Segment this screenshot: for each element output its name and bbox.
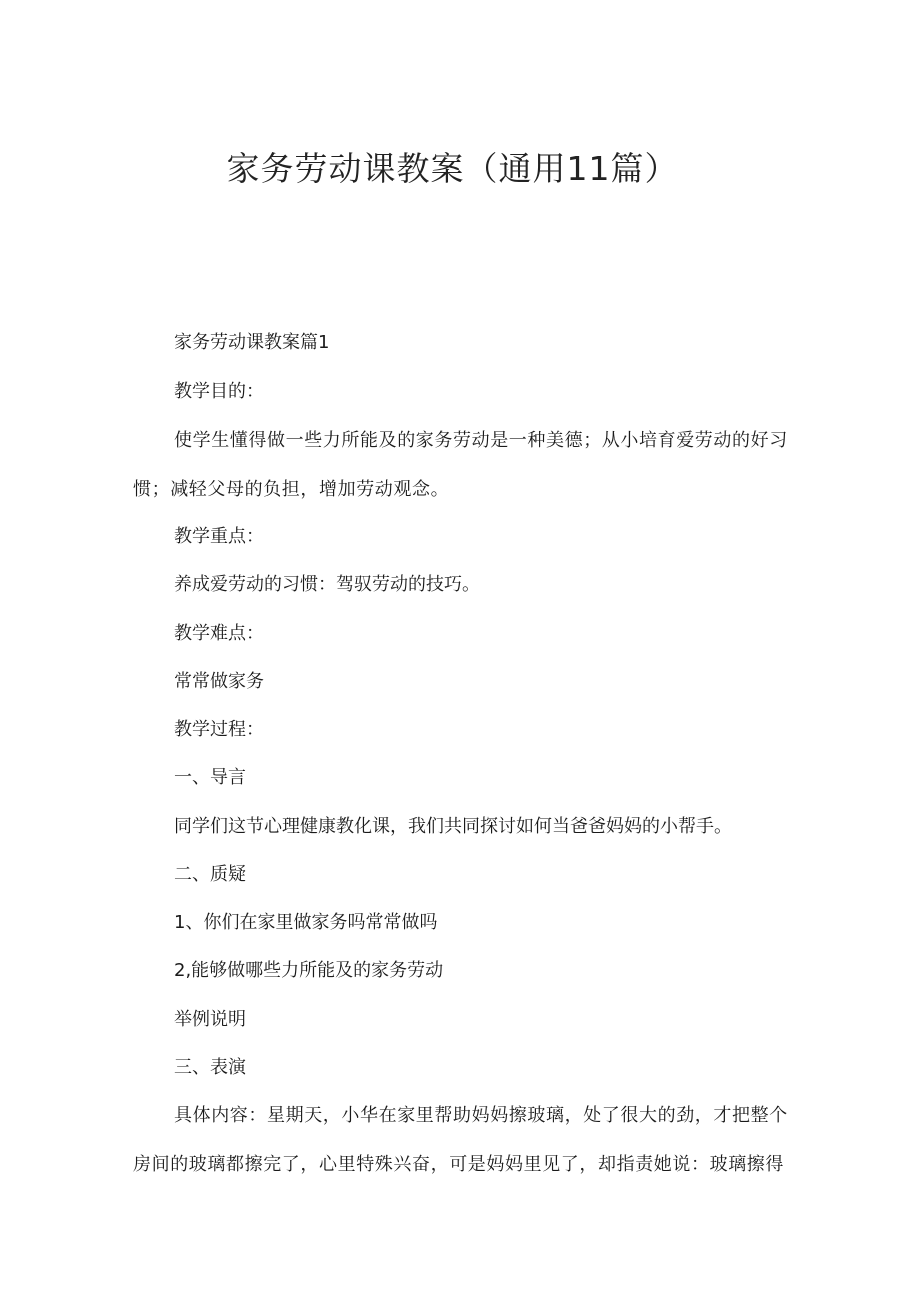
paragraph: 教学难点： [174,623,264,644]
paragraph: 具体内容：星期天，小华在家里帮助妈妈擦玻璃，处了很大的劲，才把整个房间的玻璃都擦完了，心里特殊兴奋，可是妈妈里见了，却指责她说：玻璃擦得 [133,1105,788,1175]
paragraph: 教学重点： [174,526,264,547]
paragraph: 教学目的： [174,381,264,402]
paragraph: 同学们这节心理健康教化课，我们共同探讨如何当爸爸妈妈的小帮手。 [174,816,732,837]
paragraph: 教学过程： [174,719,264,740]
section-heading: 家务劳动课教案篇1 [174,332,330,353]
paragraph: 使学生懂得做一些力所能及的家务劳动是一种美德；从小培育爱劳动的好习惯；减轻父母的负担，增加劳动观念。 [133,430,788,500]
paragraph: 一、导言 [174,767,246,788]
paragraph: 常常做家务 [174,671,264,692]
paragraph: 二、质疑 [174,864,246,885]
document-title: 家务劳动课教案（通用11篇） [226,149,679,188]
paragraph: 养成爱劳动的习惯：驾驭劳动的技巧。 [174,574,480,595]
paragraph: 举例说明 [174,1009,246,1030]
paragraph: 三、表演 [174,1057,246,1078]
paragraph: 2,能够做哪些力所能及的家务劳动 [174,960,444,981]
paragraph: 1、你们在家里做家务吗常常做吗 [174,912,438,933]
